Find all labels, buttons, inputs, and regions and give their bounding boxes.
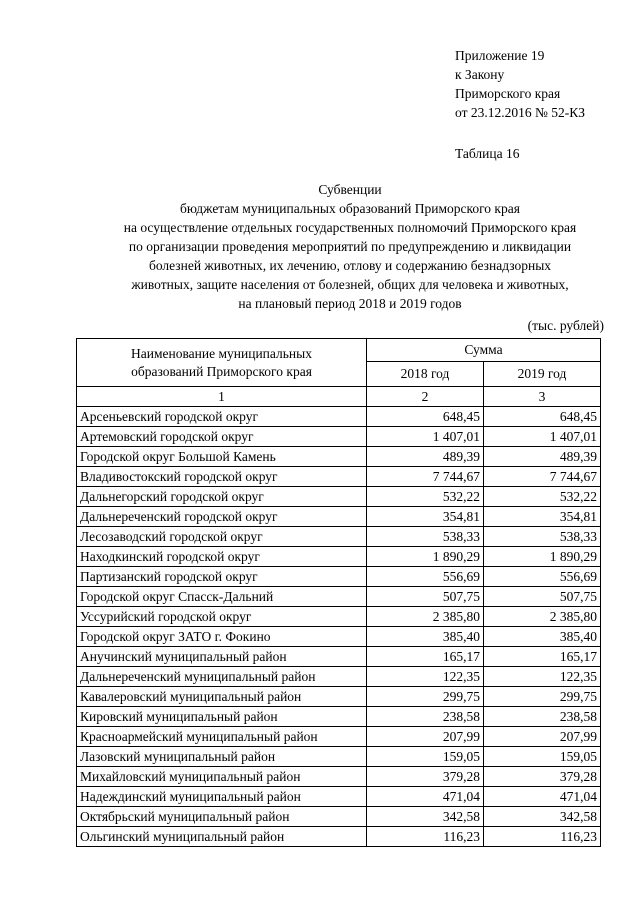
amount-2019: 2 385,80 (484, 607, 601, 627)
municipality-name: Партизанский городской округ (77, 567, 367, 587)
amount-2019: 532,22 (484, 487, 601, 507)
table-row (77, 727, 601, 747)
amount-2019: 489,39 (484, 447, 601, 467)
table-row (77, 807, 601, 827)
table-number: Таблица 16 (455, 146, 520, 161)
amount-2018: 207,99 (367, 727, 484, 747)
amount-2019: 207,99 (484, 727, 601, 747)
amount-2018: 507,75 (367, 587, 484, 607)
municipality-name: Дальнереченский муниципальный район (77, 667, 367, 687)
amount-2019: 7 744,67 (484, 467, 601, 487)
header-2019: 2019 год (484, 362, 601, 387)
municipality-name: Арсеньевский городской округ (77, 407, 367, 427)
appendix-line: Приложение 19 (455, 48, 545, 63)
header-name (77, 339, 367, 387)
amount-2019: 385,40 (484, 627, 601, 647)
header-name-line: образований Приморского края (131, 363, 312, 379)
amount-2019: 1 407,01 (484, 427, 601, 447)
amount-2019: 116,23 (484, 827, 601, 847)
amount-2019: 342,58 (484, 807, 601, 827)
municipality-name: Городской округ Большой Камень (77, 447, 367, 467)
amount-2019: 471,04 (484, 787, 601, 807)
amount-2019: 299,75 (484, 687, 601, 707)
amount-2018: 165,17 (367, 647, 484, 667)
municipality-name: Находкинский городской округ (77, 547, 367, 567)
municipality-name: Михайловский муниципальный район (77, 767, 367, 787)
municipality-name: Надеждинский муниципальный район (77, 787, 367, 807)
appendix-line: Приморского края (455, 86, 561, 101)
municipality-name: Лесозаводский городской округ (77, 527, 367, 547)
table-row (77, 827, 601, 847)
amount-2018: 7 744,67 (367, 467, 484, 487)
column-number: 2 (367, 387, 484, 407)
subventions-table (76, 338, 601, 847)
amount-2018: 342,58 (367, 807, 484, 827)
table-row (77, 747, 601, 767)
title-line: Субвенции (318, 182, 382, 197)
amount-2019: 1 890,29 (484, 547, 601, 567)
header-2018: 2018 год (367, 362, 484, 387)
table-row (77, 427, 601, 447)
header-sum: Сумма (367, 339, 601, 362)
amount-2018: 532,22 (367, 487, 484, 507)
column-number: 3 (484, 387, 601, 407)
municipality-name: Городской округ ЗАТО г. Фокино (77, 627, 367, 647)
amount-2019: 538,33 (484, 527, 601, 547)
appendix-line: от 23.12.2016 № 52-КЗ (455, 105, 585, 120)
amount-2019: 122,35 (484, 667, 601, 687)
amount-2018: 122,35 (367, 667, 484, 687)
appendix-reference (455, 46, 585, 122)
amount-2018: 556,69 (367, 567, 484, 587)
title-line: по организации проведения мероприятий по предупреждению и ликвидации (128, 239, 572, 254)
appendix-line: к Закону (455, 67, 505, 82)
amount-2018: 159,05 (367, 747, 484, 767)
municipality-name: Анучинский муниципальный район (77, 647, 367, 667)
municipality-name: Городской округ Спасск-Дальний (77, 587, 367, 607)
title-line: на осуществление отдельных государственных полномочий Приморского края (123, 220, 577, 235)
table-row (77, 487, 601, 507)
amount-2018: 299,75 (367, 687, 484, 707)
title-line: на плановый период 2018 и 2019 годов (238, 296, 462, 311)
amount-2019: 238,58 (484, 707, 601, 727)
table-row (77, 687, 601, 707)
document-title (40, 180, 640, 313)
amount-2018: 1 890,29 (367, 547, 484, 567)
table-row (77, 547, 601, 567)
municipality-name: Лазовский муниципальный район (77, 747, 367, 767)
table-row (77, 467, 601, 487)
amount-2018: 471,04 (367, 787, 484, 807)
municipality-name: Октябрьский муниципальный район (77, 807, 367, 827)
amount-2018: 238,58 (367, 707, 484, 727)
table-row (77, 767, 601, 787)
amount-2019: 379,28 (484, 767, 601, 787)
header-name-line: Наименование муниципальных (131, 345, 312, 361)
municipality-name: Дальнегорский городской округ (77, 487, 367, 507)
table-row (77, 647, 601, 667)
table-row (77, 407, 601, 427)
municipality-name: Кавалеровский муниципальный район (77, 687, 367, 707)
amount-2019: 165,17 (484, 647, 601, 667)
municipality-name: Красноармейский муниципальный район (77, 727, 367, 747)
amount-2018: 385,40 (367, 627, 484, 647)
amount-2018: 648,45 (367, 407, 484, 427)
amount-2019: 556,69 (484, 567, 601, 587)
title-line: животных, защите населения от болезней, общих для человека и животных, (131, 277, 569, 292)
amount-2018: 2 385,80 (367, 607, 484, 627)
amount-2018: 489,39 (367, 447, 484, 467)
column-number: 1 (77, 387, 367, 407)
table-row (77, 627, 601, 647)
municipality-name: Дальнереченский городской округ (77, 507, 367, 527)
amount-2019: 648,45 (484, 407, 601, 427)
amount-2019: 159,05 (484, 747, 601, 767)
table-row (77, 707, 601, 727)
municipality-name: Артемовский городской округ (77, 427, 367, 447)
table-row (77, 667, 601, 687)
amount-2018: 116,23 (367, 827, 484, 847)
amount-2019: 507,75 (484, 587, 601, 607)
table-row (77, 587, 601, 607)
units-label: (тыс. рублей) (527, 318, 604, 333)
municipality-name: Ольгинский муниципальный район (77, 827, 367, 847)
municipality-name: Уссурийский городской округ (77, 607, 367, 627)
table-row (77, 567, 601, 587)
amount-2018: 538,33 (367, 527, 484, 547)
title-line: болезней животных, их лечению, отлову и содержанию безнадзорных (148, 258, 552, 273)
table-row (77, 607, 601, 627)
title-line: бюджетам муниципальных образований Приморского края (180, 201, 520, 216)
table-row (77, 527, 601, 547)
amount-2018: 1 407,01 (367, 427, 484, 447)
amount-2018: 379,28 (367, 767, 484, 787)
table-row (77, 447, 601, 467)
municipality-name: Владивостокский городской округ (77, 467, 367, 487)
table-row (77, 507, 601, 527)
municipality-name: Кировский муниципальный район (77, 707, 367, 727)
amount-2018: 354,81 (367, 507, 484, 527)
table-row (77, 787, 601, 807)
amount-2019: 354,81 (484, 507, 601, 527)
